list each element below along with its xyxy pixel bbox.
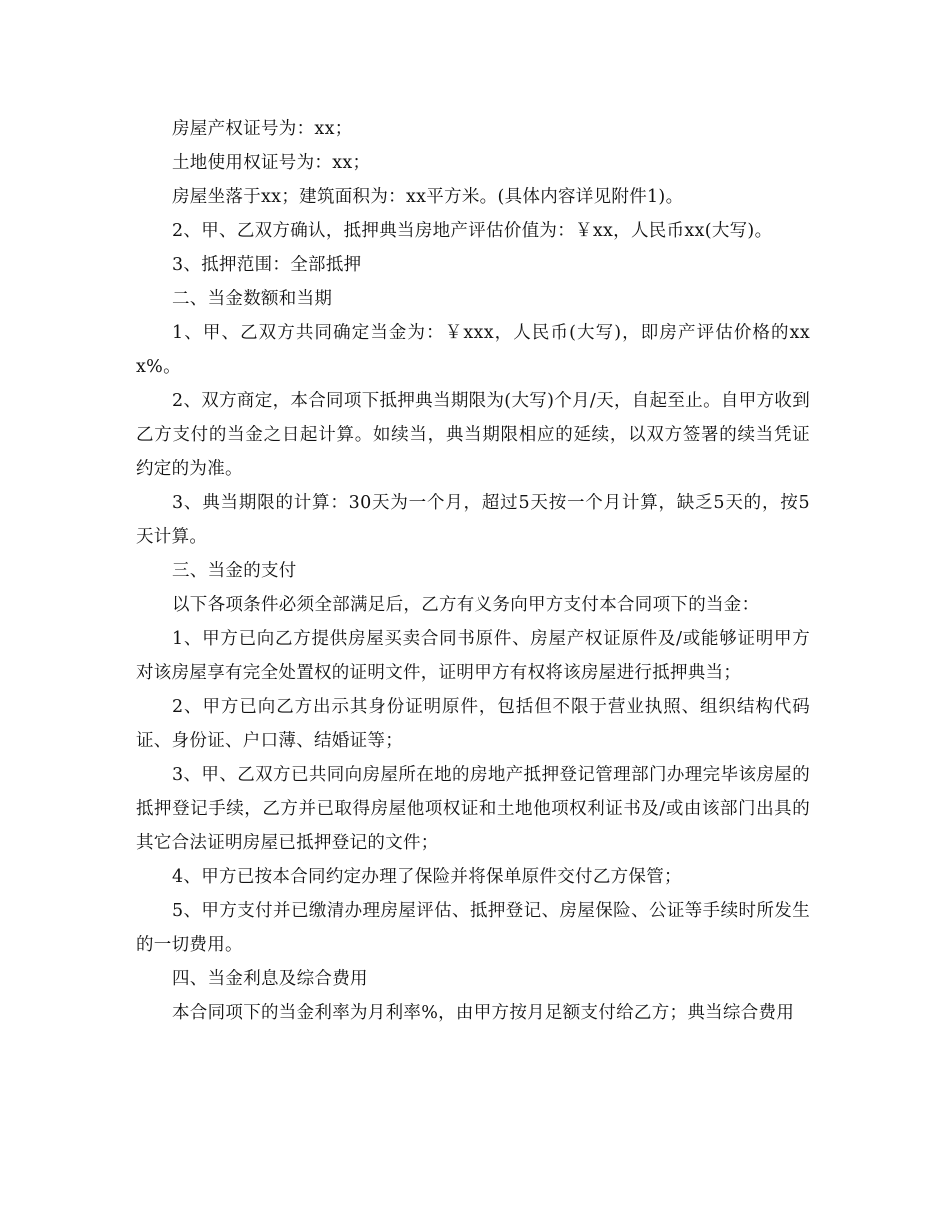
section-heading-payment: 三、当金的支付	[172, 561, 297, 581]
paragraph-condition-1: 1、甲方已向乙方提供房屋买卖合同书原件、房屋产权证原件及/或能够证明甲方对该房屋享有完全处置权的证明文件，证明甲方有权将该房屋进行抵押典当；	[136, 629, 810, 683]
paragraph-term-calc: 3、典当期限的计算：30天为一个月，超过5天按一个月计算，缺乏5天的，按5天计算。	[136, 493, 810, 547]
paragraph-interest-rate: 本合同项下的当金利率为月利率%，由甲方按月足额支付给乙方；典当综合费用	[172, 1003, 795, 1023]
section-heading-interest-fees: 四、当金利息及综合费用	[172, 969, 368, 989]
paragraph-property-cert: 房屋产权证号为：xx；	[172, 119, 353, 139]
paragraph-land-cert: 土地使用权证号为：xx；	[172, 153, 371, 173]
paragraph-amount: 1、甲、乙双方共同确定当金为：￥xxx，人民币(大写)，即房产评估价格的xxx%。	[136, 323, 810, 377]
paragraph-scope: 3、抵押范围：全部抵押	[172, 255, 362, 275]
paragraph-payment-conditions: 以下各项条件必须全部满足后，乙方有义务向甲方支付本合同项下的当金：	[172, 595, 760, 615]
paragraph-condition-5: 5、甲方支付并已缴清办理房屋评估、抵押登记、房屋保险、公证等手续时所发生的一切费用。	[136, 901, 810, 955]
section-heading-amount-term: 二、当金数额和当期	[172, 289, 333, 309]
paragraph-valuation: 2、甲、乙双方确认，抵押典当房地产评估价值为：￥xx，人民币xx(大写)。	[172, 221, 773, 241]
paragraph-location-area: 房屋坐落于xx；建筑面积为：xx平方米。(具体内容详见附件1)。	[172, 187, 684, 207]
paragraph-condition-3: 3、甲、乙双方已共同向房屋所在地的房地产抵押登记管理部门办理完毕该房屋的抵押登记手续，乙方并已取得房屋他项权证和土地他项权利证书及/或由该部门出具的其它合法证明房屋已抵押登记的文件；	[136, 765, 810, 853]
paragraph-condition-2: 2、甲方已向乙方出示其身份证明原件，包括但不限于营业执照、组织结构代码证、身份证、户口薄、结婚证等；	[136, 697, 810, 751]
paragraph-condition-4: 4、甲方已按本合同约定办理了保险并将保单原件交付乙方保管；	[172, 867, 682, 887]
paragraph-term: 2、双方商定，本合同项下抵押典当期限为(大写)个月/天，自起至止。自甲方收到乙方支付的当金之日起计算。如续当，典当期限相应的延续，以双方签署的续当凭证约定的为准。	[136, 391, 810, 479]
document-body	[136, 112, 810, 1030]
